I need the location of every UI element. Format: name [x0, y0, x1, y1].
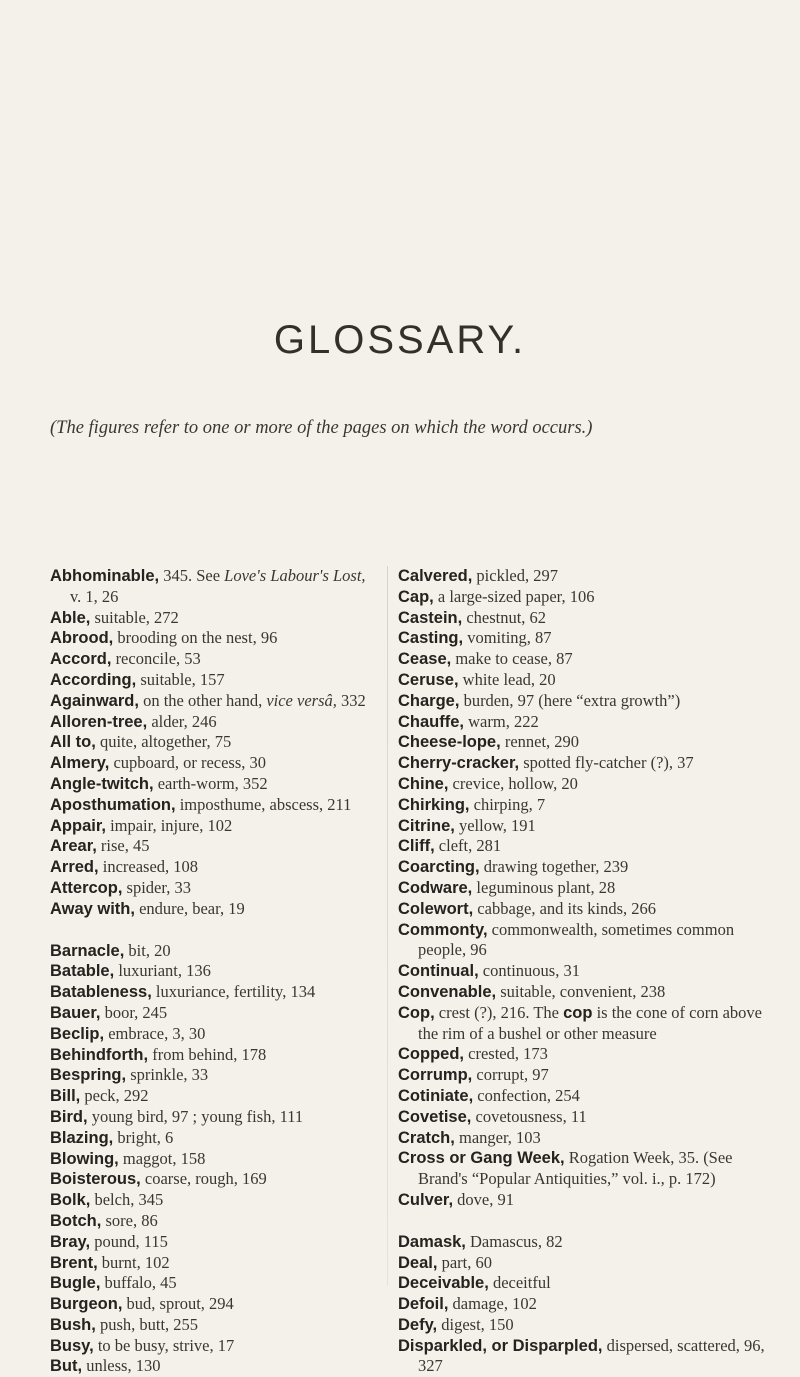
entry-definition: drawing together, 239 [479, 857, 629, 877]
entry-headword: Angle-twitch, [50, 774, 154, 793]
entry-headword: Beclip, [50, 1024, 105, 1043]
glossary-entry [398, 649, 766, 670]
entry-headword: Cherry-cracker, [398, 754, 520, 773]
glossary-entry [398, 920, 766, 962]
glossary-entry [50, 1190, 375, 1211]
entry-definition: increased, 108 [98, 857, 199, 877]
entry-definition-cont: v. 1, 26 [70, 586, 119, 606]
glossary-entry [50, 1065, 375, 1086]
entry-headword: Defy, [398, 1315, 438, 1334]
entry-headword: Able, [50, 608, 91, 627]
entry-definition: embrace, 3, 30 [104, 1023, 206, 1043]
entry-headword: Casting, [398, 629, 464, 648]
entry-headword: Barnacle, [50, 941, 125, 960]
entry-definition: imposthume, abscess, 211 [175, 794, 352, 814]
entry-headword: Away with, [50, 899, 135, 918]
entry-headword: Colewort, [398, 899, 474, 918]
entry-definition: coarse, rough, 169 [140, 1169, 267, 1189]
entry-headword: Bill, [50, 1087, 81, 1106]
glossary-entry [50, 1315, 375, 1336]
entry-headword: Cotiniate, [398, 1086, 474, 1105]
glossary-entry [50, 795, 375, 816]
entry-definition: bud, sprout, 294 [122, 1294, 234, 1314]
entry-headword: Coarcting, [398, 858, 480, 877]
entry-definition: Damascus, 82 [465, 1231, 563, 1251]
glossary-entry [398, 566, 766, 587]
entry-headword: Bauer, [50, 1003, 101, 1022]
glossary-entry [398, 712, 766, 733]
entry-headword: Attercop, [50, 878, 123, 897]
entry-definition: crested, 173 [464, 1044, 548, 1064]
entry-definition: chirping, 7 [469, 794, 546, 814]
entry-headword: Convenable, [398, 982, 497, 1001]
entry-definition: sore, 86 [101, 1210, 158, 1230]
entry-headword: Abhominable, [50, 567, 160, 585]
entry-definition: spider, 33 [122, 877, 191, 897]
glossary-entry [50, 774, 375, 795]
entry-headword: Ceruse, [398, 670, 459, 689]
entry-definition: commonwealth, sometimes common people, 96 [418, 919, 735, 960]
entry-definition: bit, 20 [124, 940, 171, 960]
entry-headword: Blowing, [50, 1149, 119, 1168]
entry-headword: Cheese-lope, [398, 733, 501, 752]
entry-headword: Bush, [50, 1315, 96, 1334]
entry-headword: Cap, [398, 587, 434, 606]
glossary-entry [398, 878, 766, 899]
entry-definition: buffalo, 45 [100, 1273, 177, 1293]
entry-definition: chestnut, 62 [462, 607, 547, 627]
glossary-entry [50, 628, 375, 649]
entry-definition: covetousness, 11 [471, 1106, 587, 1126]
entry-definition: Rogation Week, 35. (See Brand's “Popular Antiquities,” vol. i., p. 172) [418, 1148, 733, 1189]
entry-definition: luxuriant, 136 [114, 961, 211, 981]
entry-definition: cupboard, or recess, 30 [109, 753, 267, 773]
entry-definition: cleft, 281 [434, 836, 502, 856]
glossary-entry [398, 836, 766, 857]
glossary-entry [398, 1128, 766, 1149]
glossary-entry [50, 941, 375, 962]
glossary-entry [398, 982, 766, 1003]
entry-definition: part, 60 [437, 1252, 492, 1272]
entry-headword: Citrine, [398, 816, 455, 835]
glossary-entry [50, 1003, 375, 1024]
glossary-entry [50, 608, 375, 629]
entry-headword: Disparkled, or Disparpled, [398, 1336, 603, 1355]
entry-headword: Defoil, [398, 1295, 449, 1314]
glossary-entry [50, 732, 375, 753]
entry-definition: suitable, 272 [90, 607, 179, 627]
glossary-entry [50, 961, 375, 982]
glossary-entry [398, 1003, 766, 1045]
glossary-entry [398, 961, 766, 982]
entry-definition: yellow, 191 [454, 815, 536, 835]
entry-definition: 345. See [159, 566, 225, 585]
glossary-entry [398, 691, 766, 712]
entry-definition: suitable, convenient, 238 [496, 981, 666, 1001]
entry-headword: Codware, [398, 878, 473, 897]
entry-definition: pound, 115 [90, 1231, 168, 1251]
entry-definition: rennet, 290 [500, 732, 580, 752]
glossary-entry [50, 753, 375, 774]
entry-headword: Bray, [50, 1232, 91, 1251]
entry-headword: Chauffe, [398, 712, 464, 731]
glossary-entry [50, 899, 375, 920]
entry-headword: Againward, [50, 691, 139, 710]
entry-headword: Batableness, [50, 983, 152, 1002]
entry-definition: vomiting, 87 [463, 628, 552, 648]
entry-headword: Blazing, [50, 1128, 114, 1147]
entry-headword: Copped, [398, 1045, 464, 1064]
right-column [398, 566, 766, 1377]
entry-headword: Batable, [50, 962, 115, 981]
entry-headword: Deal, [398, 1253, 438, 1272]
glossary-entry [398, 1232, 766, 1253]
glossary-entry [50, 857, 375, 878]
glossary-entry [50, 1045, 375, 1066]
entry-definition: damage, 102 [448, 1294, 537, 1314]
entry-headword: Bugle, [50, 1274, 101, 1293]
entry-definition: to be busy, strive, 17 [93, 1335, 235, 1355]
entry-definition: cabbage, and its kinds, 266 [473, 898, 657, 918]
entry-definition: burden, 97 (here “extra growth”) [459, 690, 681, 710]
entry-definition: crevice, hollow, 20 [448, 773, 578, 793]
entry-definition: white lead, 20 [458, 669, 556, 689]
entry-headword: Bird, [50, 1107, 88, 1126]
entry-definition: suitable, 157 [136, 669, 225, 689]
glossary-entry [398, 1294, 766, 1315]
entry-definition: crest (?), 216. The [434, 1002, 564, 1022]
letter-section-gap [50, 920, 375, 941]
entry-definition-cont: is the cone of corn above the rim of a bushel or other measure [418, 1002, 762, 1043]
entry-headword: Cross or Gang Week, [398, 1149, 565, 1168]
glossary-entry [398, 795, 766, 816]
glossary-entry [50, 1149, 375, 1170]
glossary-entry [50, 878, 375, 899]
entry-reference-title: Love's Labour's Lost, [224, 566, 366, 585]
left-column [50, 566, 375, 1377]
glossary-entry [50, 1086, 375, 1107]
entry-headword: Bolk, [50, 1191, 91, 1210]
glossary-entry [398, 1148, 766, 1190]
entry-headword: Cease, [398, 650, 452, 669]
glossary-entry [50, 1273, 375, 1294]
glossary-entry [50, 1294, 375, 1315]
glossary-entry [50, 1356, 375, 1377]
glossary-entry [50, 566, 375, 608]
entry-headword: Continual, [398, 962, 479, 981]
glossary-entry [50, 1253, 375, 1274]
glossary-entry [50, 1232, 375, 1253]
entry-headword: Chirking, [398, 795, 470, 814]
entry-reference-title: vice versâ, [266, 690, 337, 710]
entry-definition: peck, 292 [80, 1086, 149, 1106]
glossary-entry [50, 670, 375, 691]
entry-definition: dove, 91 [453, 1189, 514, 1209]
entry-headword: Cratch, [398, 1128, 455, 1147]
glossary-entry [50, 1128, 375, 1149]
glossary-entry [50, 1336, 375, 1357]
glossary-entry [50, 1169, 375, 1190]
glossary-entry [398, 774, 766, 795]
entry-definition: pickled, 297 [472, 566, 558, 585]
glossary-entry [398, 753, 766, 774]
letter-section-gap [398, 1211, 766, 1232]
glossary-entry [398, 1065, 766, 1086]
entry-headword: Arred, [50, 858, 99, 877]
entry-headword: Cliff, [398, 837, 435, 856]
glossary-entry [398, 857, 766, 878]
glossary-entry [398, 899, 766, 920]
entry-definition: maggot, 158 [118, 1148, 206, 1168]
entry-headword: Aposthumation, [50, 795, 176, 814]
entry-definition: make to cease, 87 [451, 649, 573, 669]
entry-definition: reconcile, 53 [111, 649, 201, 669]
entry-definition: brooding on the nest, 96 [113, 628, 278, 648]
entry-headword: Deceivable, [398, 1274, 489, 1293]
entry-definition: bright, 6 [113, 1127, 174, 1147]
entry-headword: Culver, [398, 1190, 454, 1209]
glossary-entry [50, 1024, 375, 1045]
glossary-entry [398, 1273, 766, 1294]
glossary-entry [398, 587, 766, 608]
glossary-entry [398, 1190, 766, 1211]
entry-definition: sprinkle, 33 [126, 1065, 209, 1085]
glossary-entry [398, 628, 766, 649]
entry-definition: digest, 150 [437, 1314, 514, 1334]
glossary-entry [398, 1253, 766, 1274]
glossary-entry [50, 712, 375, 733]
entry-definition: deceitful [488, 1273, 551, 1293]
entry-headword: Busy, [50, 1336, 94, 1355]
entry-definition: dispersed, scattered, 96, 327 [418, 1335, 765, 1376]
entry-headword: But, [50, 1357, 83, 1376]
entry-headword: Alloren-tree, [50, 712, 148, 731]
entry-headword: Castein, [398, 608, 463, 627]
entry-headword: All to, [50, 733, 96, 752]
page-title: GLOSSARY. [273, 318, 527, 362]
entry-headword: Charge, [398, 691, 460, 710]
glossary-entry [50, 649, 375, 670]
entry-definition: on the other hand, [138, 690, 267, 710]
entry-headword: Covetise, [398, 1107, 472, 1126]
glossary-entry [398, 732, 766, 753]
entry-headword: According, [50, 670, 137, 689]
entry-definition: young bird, 97 ; young fish, 111 [87, 1106, 304, 1126]
entry-definition: unless, 130 [82, 1356, 161, 1376]
entry-definition: corrupt, 97 [472, 1065, 549, 1085]
entry-definition: from behind, 178 [148, 1044, 267, 1064]
entry-headword: Chine, [398, 774, 449, 793]
entry-definition: luxuriance, fertility, 134 [151, 982, 316, 1002]
glossary-entry [398, 1086, 766, 1107]
entry-definition: push, butt, 255 [95, 1314, 199, 1334]
entry-definition: manger, 103 [454, 1127, 541, 1147]
entry-headword: Abrood, [50, 629, 114, 648]
entry-definition: alder, 246 [147, 711, 217, 731]
glossary-entry [398, 816, 766, 837]
entry-headword: Accord, [50, 650, 112, 669]
glossary-entry [50, 982, 375, 1003]
entry-definition: belch, 345 [90, 1190, 164, 1210]
glossary-entry [50, 1107, 375, 1128]
glossary-entry [398, 608, 766, 629]
entry-definition: warm, 222 [464, 711, 539, 731]
entry-definition: rise, 45 [96, 836, 150, 856]
glossary-entry [50, 836, 375, 857]
entry-headword: Behindforth, [50, 1045, 149, 1064]
glossary-entry [50, 1211, 375, 1232]
column-divider [387, 566, 388, 1286]
entry-headword: Calvered, [398, 567, 473, 585]
entry-definition: endure, bear, 19 [134, 898, 245, 918]
entry-definition: impair, injure, 102 [105, 815, 233, 835]
glossary-entry [398, 1315, 766, 1336]
entry-definition: spotted fly-catcher (?), 37 [519, 753, 694, 773]
glossary-entry [50, 816, 375, 837]
entry-inline-headword: cop [563, 1003, 593, 1022]
glossary-entry [398, 1107, 766, 1128]
entry-headword: Burgeon, [50, 1295, 123, 1314]
entry-definition: burnt, 102 [97, 1252, 170, 1272]
glossary-entry [398, 670, 766, 691]
entry-headword: Damask, [398, 1232, 466, 1251]
entry-headword: Brent, [50, 1253, 98, 1272]
glossary-entry [398, 1044, 766, 1065]
page-subtitle: (The figures refer to one or more of the pages on which the word occurs.) [50, 418, 593, 438]
entry-headword: Boisterous, [50, 1170, 141, 1189]
entry-definition-cont: 332 [336, 690, 366, 710]
entry-definition: leguminous plant, 28 [472, 877, 616, 897]
entry-headword: Cop, [398, 1003, 435, 1022]
entry-headword: Corrump, [398, 1066, 473, 1085]
entry-headword: Bespring, [50, 1066, 127, 1085]
entry-headword: Commonty, [398, 920, 488, 939]
entry-definition: confection, 254 [473, 1085, 580, 1105]
glossary-entry [398, 1336, 766, 1377]
entry-headword: Arear, [50, 837, 97, 856]
entry-definition: boor, 245 [100, 1002, 168, 1022]
entry-definition: quite, altogether, 75 [95, 732, 232, 752]
entry-definition: a large-sized paper, 106 [433, 586, 595, 606]
glossary-entry [50, 691, 375, 712]
entry-headword: Almery, [50, 754, 110, 773]
entry-definition: continuous, 31 [478, 961, 580, 981]
entry-headword: Appair, [50, 816, 106, 835]
entry-headword: Botch, [50, 1211, 102, 1230]
entry-definition: earth-worm, 352 [153, 773, 268, 793]
